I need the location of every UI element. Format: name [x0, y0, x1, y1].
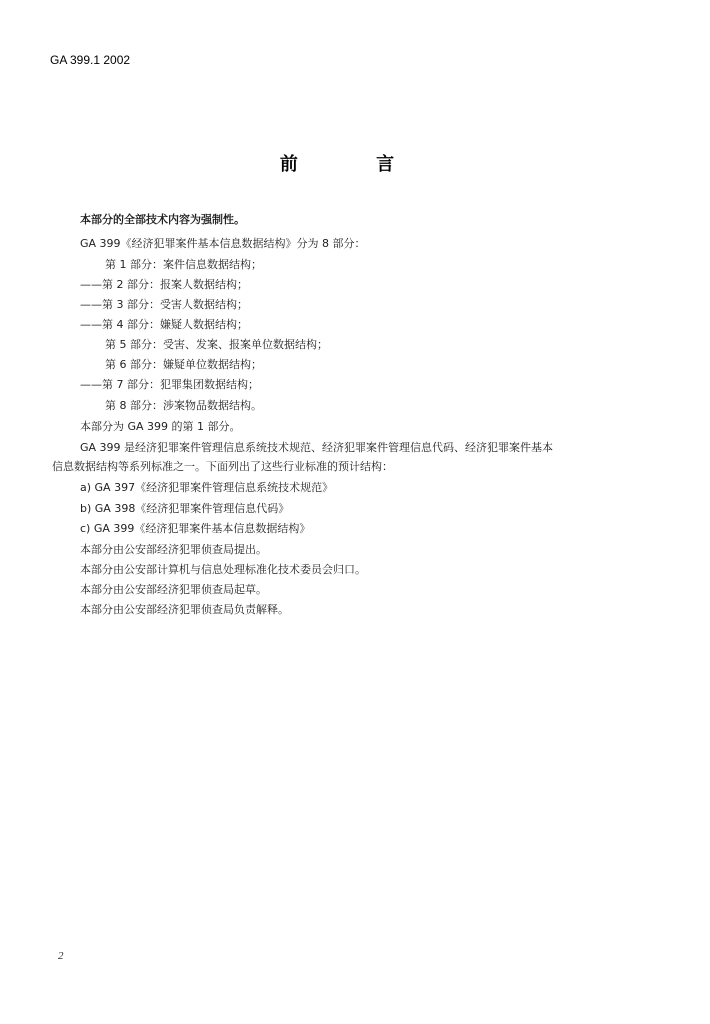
list-item: ——第 7 部分：犯罪集团数据结构； — [80, 378, 259, 391]
paragraph-line: GA 399 是经济犯罪案件管理信息系统技术规范、经济犯罪案件管理信息代码、经济犯罪案件基本 — [80, 441, 554, 454]
page-number: 2 — [58, 950, 64, 962]
list-item: 第 1 部分：案件信息数据结构； — [105, 258, 262, 271]
list-item: a) GA 397《经济犯罪案件管理信息系统技术规范》 — [80, 481, 334, 494]
paragraph-line: GA 399《经济犯罪案件基本信息数据结构》分为 8 部分： — [80, 237, 366, 250]
paragraph-line: 本部分为 GA 399 的第 1 部分。 — [80, 420, 241, 433]
list-item: c) GA 399《经济犯罪案件基本信息数据结构》 — [80, 522, 311, 535]
standard-code: GA 399.1 2002 — [50, 53, 131, 67]
paragraph-line: 信息数据结构等系列标准之一。下面列出了这些行业标准的预计结构： — [52, 460, 393, 473]
list-item: ——第 4 部分：嫌疑人数据结构； — [80, 318, 248, 331]
paragraph-line: 本部分由公安部经济犯罪侦查局负责解释。 — [80, 603, 289, 616]
paragraph-line: 本部分的全部技术内容为强制性。 — [80, 213, 245, 226]
paragraph-line: 本部分由公安部计算机与信息处理标准化技术委员会归口。 — [80, 563, 366, 576]
list-item: ——第 3 部分：受害人数据结构； — [80, 298, 248, 311]
list-item: 第 6 部分：嫌疑单位数据结构； — [105, 358, 262, 371]
page-title: 前 言 — [279, 154, 431, 175]
list-item: ——第 2 部分：报案人数据结构； — [80, 278, 248, 291]
list-item: 第 8 部分：涉案物品数据结构。 — [105, 399, 262, 412]
paragraph-line: 本部分由公安部经济犯罪侦查局提出。 — [80, 543, 267, 556]
list-item: b) GA 398《经济犯罪案件管理信息代码》 — [80, 502, 290, 515]
paragraph-line: 本部分由公安部经济犯罪侦查局起草。 — [80, 583, 267, 596]
list-item: 第 5 部分：受害、发案、报案单位数据结构； — [105, 338, 328, 351]
